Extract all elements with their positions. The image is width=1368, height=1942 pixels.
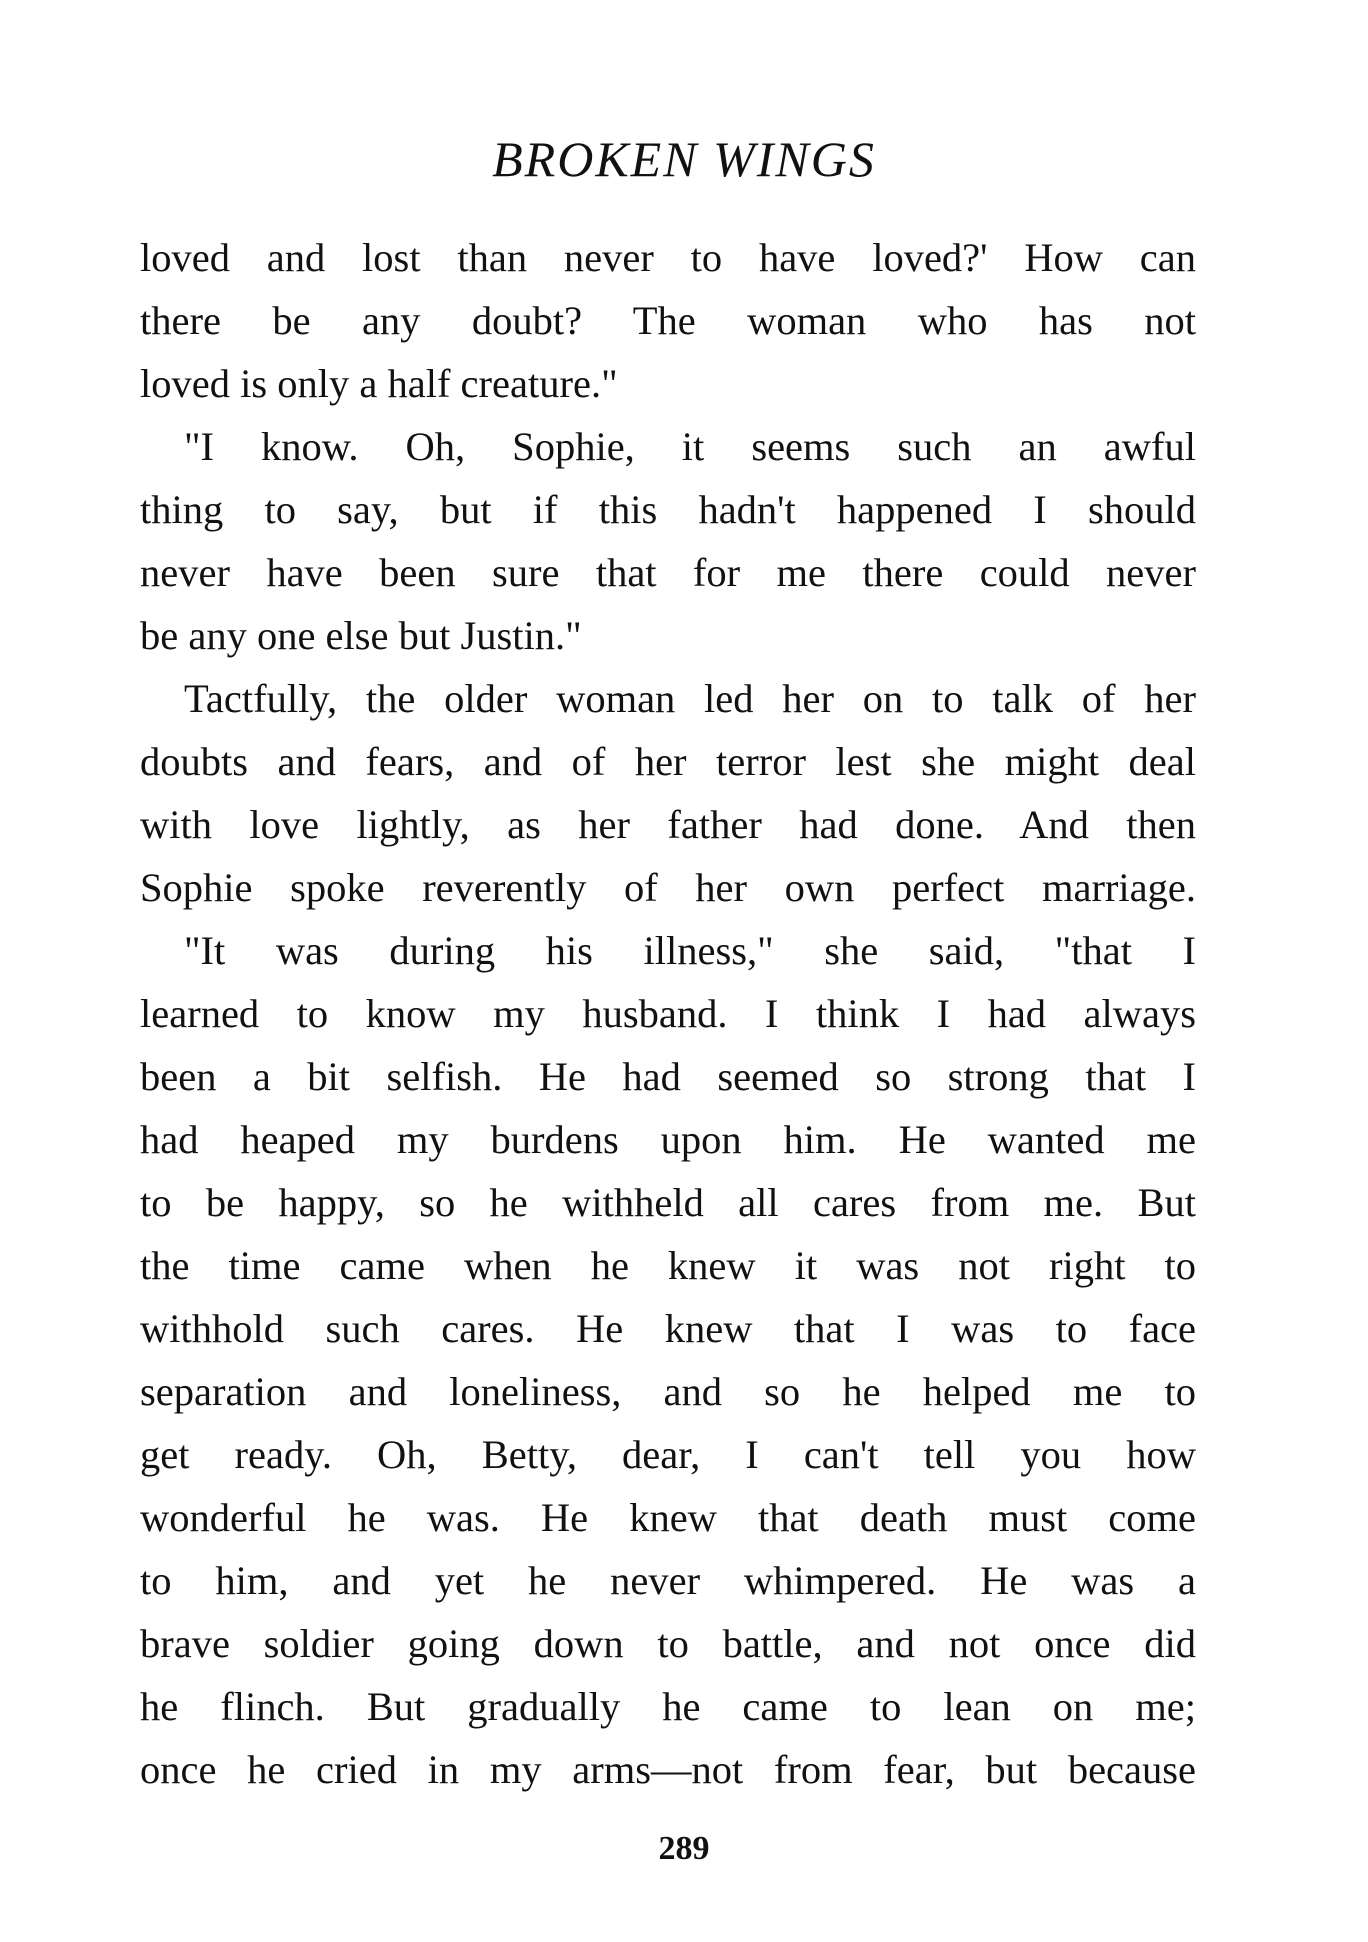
- page-number: 289: [658, 1830, 710, 1867]
- text-line: get ready. Oh, Betty, dear, I can't tell you how: [140, 1432, 1196, 1477]
- text-line: "It was during his illness," she said, "that I: [184, 928, 1196, 973]
- text-line: be any one else but Justin.": [140, 613, 582, 658]
- text-line: "I know. Oh, Sophie, it seems such an awful: [184, 424, 1196, 469]
- text-line: loved is only a half creature.": [140, 361, 618, 406]
- text-line: to him, and yet he never whimpered. He was a: [140, 1558, 1196, 1603]
- text-line: had heaped my burdens upon him. He wanted me: [140, 1117, 1196, 1162]
- text-line: withhold such cares. He knew that I was to face: [140, 1306, 1196, 1351]
- body-text: [140, 226, 1196, 1801]
- text-line: Tactfully, the older woman led her on to talk of her: [184, 676, 1196, 721]
- text-line: loved and lost than never to have loved?' How can: [140, 235, 1196, 280]
- text-line: brave soldier going down to battle, and not once did: [140, 1621, 1196, 1666]
- text-line: there be any doubt? The woman who has not: [140, 298, 1196, 343]
- text-line: never have been sure that for me there could never: [140, 550, 1196, 595]
- text-line: with love lightly, as her father had done. And then: [140, 802, 1196, 847]
- text-line: doubts and fears, and of her terror lest she might deal: [140, 739, 1196, 784]
- text-line: once he cried in my arms—not from fear, but because: [140, 1747, 1196, 1792]
- text-line: learned to know my husband. I think I had always: [140, 991, 1196, 1036]
- text-line: Sophie spoke reverently of her own perfect marriage.: [140, 865, 1196, 910]
- text-line: thing to say, but if this hadn't happened I should: [140, 487, 1196, 532]
- text-line: the time came when he knew it was not right to: [140, 1243, 1196, 1288]
- text-line: to be happy, so he withheld all cares from me. But: [140, 1180, 1196, 1225]
- text-line: he flinch. But gradually he came to lean on me;: [140, 1684, 1196, 1729]
- running-head: BROKEN WINGS: [492, 131, 876, 187]
- text-line: been a bit selfish. He had seemed so strong that I: [140, 1054, 1196, 1099]
- text-line: separation and loneliness, and so he helped me to: [140, 1369, 1196, 1414]
- text-line: wonderful he was. He knew that death must come: [140, 1495, 1196, 1540]
